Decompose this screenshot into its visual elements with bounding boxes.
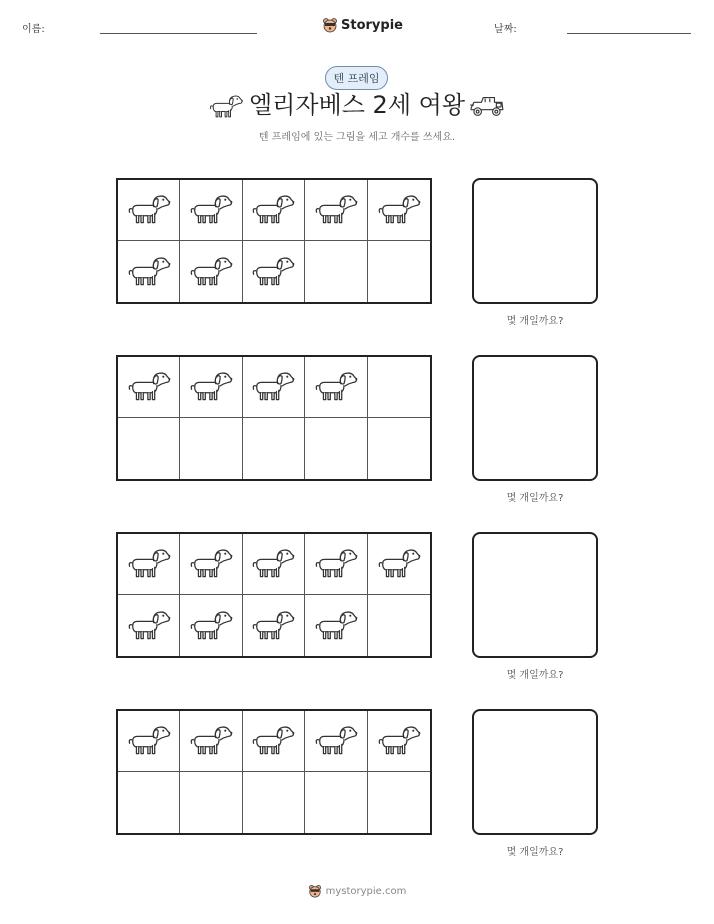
dachshund-icon [250, 371, 296, 403]
ten-frame-cell [243, 534, 305, 595]
brand-name: Storypie [341, 17, 403, 33]
ten-frame-cell [180, 241, 242, 302]
ten-frame-cell [305, 418, 367, 479]
ten-frame-cell [118, 357, 180, 418]
ten-frame-cell [180, 595, 242, 656]
dachshund-icon [376, 194, 422, 226]
ten-frame-cell [118, 180, 180, 241]
dachshund-icon [313, 548, 359, 580]
dachshund-icon [126, 548, 172, 580]
title-row [0, 90, 714, 124]
ten-frame-cell [305, 241, 367, 302]
ten-frame-cell [180, 534, 242, 595]
dachshund-icon [250, 725, 296, 757]
ten-frame-cell [180, 357, 242, 418]
dachshund-icon [313, 610, 359, 642]
ten-frame [116, 532, 432, 658]
question-label: 몇 개일까요? [506, 316, 564, 327]
ten-frame-cell [368, 711, 430, 772]
dachshund-icon [188, 610, 234, 642]
ten-frame-cell [180, 711, 242, 772]
answer-box[interactable] [472, 355, 598, 481]
question-label: 몇 개일까요? [506, 847, 564, 858]
ten-frame-cell [118, 241, 180, 302]
ten-frame-cell [243, 418, 305, 479]
ten-frame-cell [368, 534, 430, 595]
dachshund-icon [250, 548, 296, 580]
date-label: 날짜: [494, 24, 517, 35]
ten-frame-cell [305, 534, 367, 595]
ten-frame-cell [305, 711, 367, 772]
question-label: 몇 개일까요? [506, 493, 564, 504]
ten-frame-cell [118, 418, 180, 479]
ten-frame-cell [180, 180, 242, 241]
ten-frame-cell [368, 418, 430, 479]
ten-frame-cell [305, 595, 367, 656]
ten-frame-cell [243, 180, 305, 241]
ten-frame [116, 709, 432, 835]
ten-frame-cell [368, 241, 430, 302]
answer-box[interactable] [472, 178, 598, 304]
topic-badge: 텐 프레임 [325, 66, 388, 90]
footer-url[interactable]: mystorypie.com [325, 885, 407, 897]
ten-frame-cell [118, 711, 180, 772]
ten-frame-cell [243, 357, 305, 418]
dachshund-icon [126, 194, 172, 226]
name-label: 이름: [22, 24, 45, 35]
dachshund-icon [376, 548, 422, 580]
ten-frame-cell [368, 357, 430, 418]
ten-frame-cell [368, 595, 430, 656]
dachshund-icon [188, 548, 234, 580]
dachshund-icon [250, 194, 296, 226]
instructions: 텐 프레임에 있는 그림을 세고 개수를 쓰세요. [258, 132, 456, 143]
dachshund-icon [313, 725, 359, 757]
dachshund-icon [126, 725, 172, 757]
dachshund-icon [188, 194, 234, 226]
dachshund-icon [188, 256, 234, 288]
dachshund-icon [250, 256, 296, 288]
jeep-icon [468, 92, 506, 120]
dachshund-icon [126, 610, 172, 642]
ten-frame-cell [243, 595, 305, 656]
ten-frame-cell [305, 180, 367, 241]
dachshund-icon [188, 725, 234, 757]
dachshund-icon [313, 371, 359, 403]
question-label: 몇 개일까요? [506, 670, 564, 681]
ten-frame [116, 178, 432, 304]
dachshund-icon [376, 725, 422, 757]
ten-frame-cell [368, 180, 430, 241]
answer-box[interactable] [472, 532, 598, 658]
dachshund-icon [250, 610, 296, 642]
ten-frame-cell [305, 772, 367, 833]
ten-frame [116, 355, 432, 481]
page-title: 엘리자베스 2세 여왕 [249, 91, 465, 119]
dachshund-icon [126, 256, 172, 288]
dachshund-icon [188, 371, 234, 403]
ten-frame-cell [180, 418, 242, 479]
dachshund-icon [313, 194, 359, 226]
ten-frame-cell [180, 772, 242, 833]
dachshund-icon [126, 371, 172, 403]
ten-frame-cell [118, 534, 180, 595]
footer [0, 884, 714, 898]
ten-frame-cell [305, 357, 367, 418]
ten-frame-cell [368, 772, 430, 833]
ten-frame-cell [243, 711, 305, 772]
ten-frame-cell [118, 595, 180, 656]
header [0, 14, 714, 38]
storypie-bear-icon [322, 17, 338, 33]
brand-logo [322, 14, 403, 36]
ten-frame-cell [243, 772, 305, 833]
name-field[interactable] [100, 33, 257, 34]
ten-frame-cell [118, 772, 180, 833]
storypie-bear-icon [308, 884, 322, 898]
date-field[interactable] [567, 33, 691, 34]
ten-frame-cell [243, 241, 305, 302]
answer-box[interactable] [472, 709, 598, 835]
